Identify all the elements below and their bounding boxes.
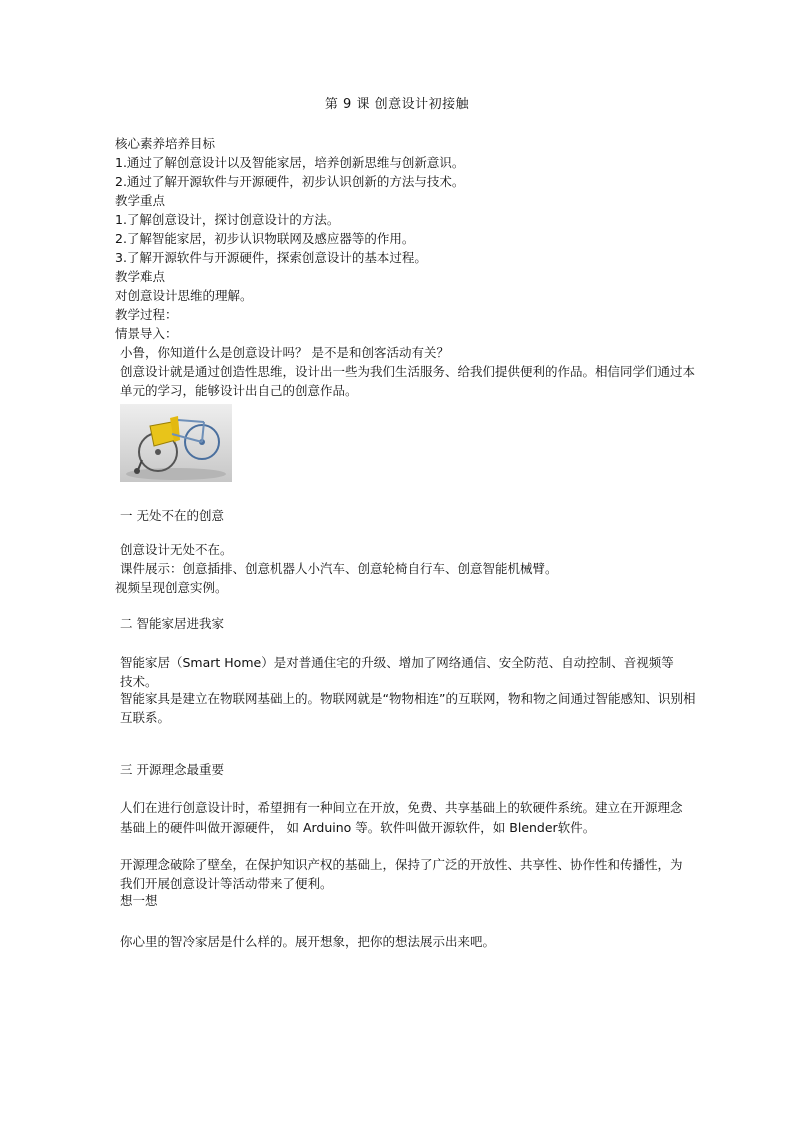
lesson-title: 第 9 课 创意设计初接触 — [324, 97, 470, 112]
goal-2: 2.通过了解开源软件与开源硬件，初步认识创新的方法与技术。 — [115, 174, 465, 189]
section-1-heading: 一 无处不在的创意 — [120, 508, 224, 523]
intro-paragraph-line-1: 创意设计就是通过创造性思维，设计出一些为我们生活服务、给我们提供便利的作品。相信同学们通过本 — [120, 364, 696, 379]
section-2-line-2: 技术。 — [120, 674, 158, 689]
key-point-2: 2.了解智能家居，初步认识物联网及感应器等的作用。 — [115, 231, 415, 246]
section-3-line-4: 我们开展创意设计等活动带来了便利。 — [120, 876, 333, 891]
intro-question: 小鲁，你知道什么是创意设计吗？ 是不是和创客活动有关？ — [120, 345, 449, 360]
section-1-line-1: 创意设计无处不在。 — [120, 542, 233, 557]
heading-difficulty: 教学难点 — [115, 269, 166, 284]
key-point-1: 1.了解创意设计，探讨创意设计的方法。 — [115, 212, 340, 227]
heading-intro: 情景导入： — [115, 326, 178, 341]
section-3-heading: 三 开源理念最重要 — [120, 762, 224, 777]
section-3-line-1: 人们在进行创意设计时，希望拥有一种间立在开放，免费、共享基础上的软硬件系统。建立在开源理念 — [120, 800, 683, 815]
section-2-line-3: 智能家具是建立在物联网基础上的。物联网就是“物物相连”的互联网，物和物之间通过智能感知、识别相 — [120, 691, 696, 706]
intro-paragraph-line-2: 单元的学习，能够设计出自己的创意作品。 — [120, 383, 358, 398]
heading-process: 教学过程： — [115, 307, 178, 322]
think-prompt: 你心里的智冷家居是什么样的。展开想象，把你的想法展示出来吧。 — [120, 934, 496, 949]
wheelchair-bicycle-image — [120, 404, 232, 482]
key-point-3: 3.了解开源软件与开源硬件，探索创意设计的基本过程。 — [115, 250, 427, 265]
section-3-line-2: 基础上的硬件叫做开源硬件， 如 Arduino 等。软件叫做开源软件，如 Blender软件。 — [120, 820, 596, 835]
section-1-line-2: 课件展示：创意插排、创意机器人小汽车、创意轮椅自行车、创意智能机械臂。 — [120, 561, 558, 576]
think-heading: 想一想 — [120, 893, 158, 908]
difficulty-text: 对创意设计思维的理解。 — [115, 288, 253, 303]
section-2-line-4: 互联系。 — [120, 710, 171, 725]
section-2-heading: 二 智能家居进我家 — [120, 616, 224, 631]
section-3-line-3: 开源理念破除了壁垒，在保护知识产权的基础上，保持了广泛的开放性、共享性、协作性和传播性，为 — [120, 857, 683, 872]
heading-core-goals: 核心素养培养目标 — [115, 136, 216, 151]
section-1-line-3: 视频呈现创意实例。 — [115, 580, 228, 595]
heading-key-points: 教学重点 — [115, 193, 166, 208]
section-2-line-1: 智能家居（Smart Home）是对普通住宅的升级、增加了网络通信、安全防范、自动控制、音视频等 — [120, 655, 674, 670]
wheelchair-bicycle-drawing — [120, 404, 232, 482]
goal-1: 1.通过了解创意设计以及智能家居，培养创新思维与创新意识。 — [115, 155, 465, 170]
